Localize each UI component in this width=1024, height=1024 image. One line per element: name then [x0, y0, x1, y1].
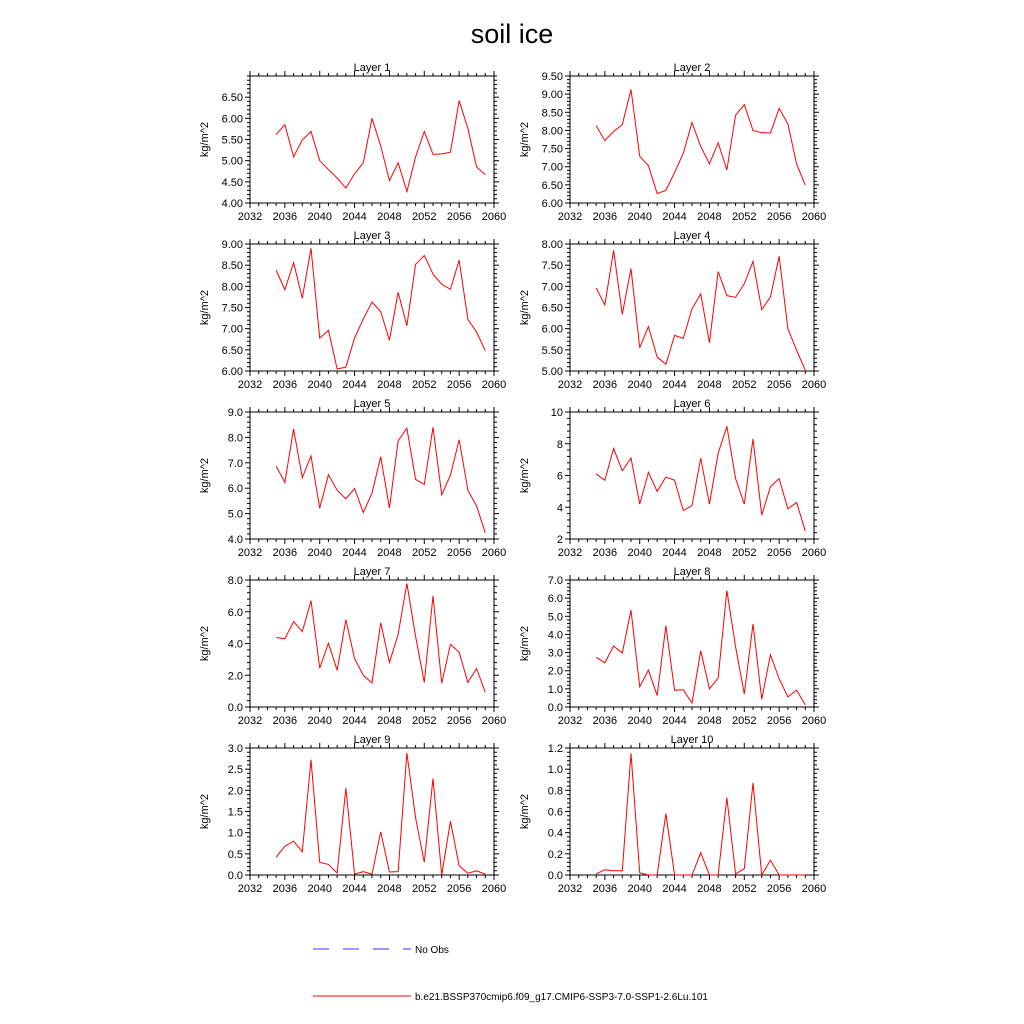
y-tick-label: 2 — [556, 534, 563, 546]
y-tick-label: 8 — [556, 438, 563, 451]
y-tick-label: 2.5 — [227, 764, 243, 777]
x-tick-label: 2032 — [237, 547, 263, 559]
y-axis-label: kg/m^2 — [519, 121, 531, 158]
x-tick-label: 2048 — [377, 211, 402, 223]
x-tick-label: 2044 — [662, 883, 687, 895]
x-tick-label: 2032 — [237, 715, 263, 727]
y-tick-label: 5.00 — [221, 155, 243, 168]
x-tick-label: 2032 — [557, 883, 583, 895]
y-tick-label: 2.0 — [547, 665, 563, 678]
y-tick-label: 8.00 — [221, 281, 243, 294]
x-tick-label: 2060 — [801, 547, 827, 559]
y-tick-label: 4.50 — [221, 176, 243, 189]
y-tick-label: 8.50 — [541, 107, 563, 120]
y-tick-label: 1.0 — [547, 764, 563, 777]
x-tick-label: 2044 — [662, 379, 687, 391]
x-tick-label: 2056 — [446, 211, 472, 223]
x-tick-label: 2056 — [766, 715, 792, 727]
y-tick-label: 5.0 — [547, 611, 563, 624]
x-tick-label: 2060 — [801, 715, 827, 727]
panel-title: Layer 2 — [673, 62, 711, 74]
x-tick-label: 2040 — [627, 547, 652, 559]
panel-title: Layer 9 — [353, 734, 391, 746]
x-tick-label: 2032 — [557, 547, 583, 559]
series-line — [276, 101, 485, 192]
x-tick-label: 2040 — [307, 547, 332, 559]
figure-title: soil ice — [470, 19, 554, 49]
x-tick-label: 2060 — [481, 547, 507, 559]
y-tick-label: 3.0 — [547, 647, 563, 660]
x-tick-label: 2040 — [627, 715, 652, 727]
x-tick-label: 2032 — [557, 715, 583, 727]
y-tick-label: 1.0 — [547, 683, 563, 696]
x-tick-label: 2044 — [342, 211, 367, 223]
y-tick-label: 0.0 — [547, 870, 563, 882]
y-tick-label: 6.0 — [227, 483, 243, 496]
y-tick-label: 0.0 — [547, 702, 563, 714]
x-tick-label: 2056 — [766, 379, 792, 391]
y-tick-label: 9.00 — [541, 89, 563, 102]
x-tick-label: 2052 — [732, 379, 757, 391]
x-tick-label: 2056 — [446, 547, 472, 559]
x-tick-label: 2036 — [272, 547, 298, 559]
x-tick-label: 2036 — [272, 379, 298, 391]
y-tick-label: 9.50 — [541, 71, 563, 83]
x-tick-label: 2056 — [766, 883, 792, 895]
y-tick-label: 0.8 — [547, 785, 563, 798]
y-tick-label: 0.4 — [547, 827, 563, 840]
panel-title: Layer 4 — [673, 230, 711, 242]
y-tick-label: 5.0 — [227, 508, 243, 521]
series-line — [596, 250, 805, 370]
panel-title: Layer 1 — [353, 62, 391, 74]
panel-layer-2 — [519, 62, 826, 223]
panel-title: Layer 5 — [353, 398, 391, 410]
y-tick-label: 6.00 — [541, 323, 563, 336]
y-tick-label: 5.00 — [541, 366, 563, 378]
y-tick-label: 1.5 — [227, 806, 243, 819]
x-tick-label: 2052 — [412, 883, 437, 895]
series-line — [596, 591, 805, 705]
panel-layer-1 — [199, 62, 506, 223]
y-tick-label: 0.2 — [547, 848, 563, 861]
y-tick-label: 5.50 — [541, 344, 563, 357]
x-tick-label: 2048 — [697, 379, 722, 391]
x-tick-label: 2040 — [307, 379, 332, 391]
x-tick-label: 2052 — [732, 547, 757, 559]
x-tick-label: 2056 — [446, 883, 472, 895]
x-tick-label: 2048 — [697, 715, 722, 727]
x-tick-label: 2056 — [446, 715, 472, 727]
y-axis-label: kg/m^2 — [519, 793, 531, 830]
y-tick-label: 1.2 — [547, 743, 563, 755]
y-tick-label: 10 — [550, 407, 563, 419]
x-tick-label: 2040 — [627, 379, 652, 391]
x-tick-label: 2060 — [801, 379, 827, 391]
y-tick-label: 7.00 — [221, 323, 243, 336]
x-tick-label: 2052 — [732, 211, 757, 223]
x-tick-label: 2060 — [481, 715, 507, 727]
y-tick-label: 8.0 — [227, 432, 243, 445]
y-tick-label: 8.00 — [541, 239, 563, 251]
x-tick-label: 2040 — [627, 883, 652, 895]
y-axis-label: kg/m^2 — [199, 793, 211, 830]
y-axis-label: kg/m^2 — [199, 457, 211, 494]
series-line — [596, 426, 805, 531]
panel-layer-4 — [519, 230, 826, 391]
y-tick-label: 0.0 — [227, 870, 243, 882]
x-tick-label: 2056 — [766, 211, 792, 223]
y-axis-label: kg/m^2 — [199, 625, 211, 662]
x-tick-label: 2044 — [662, 715, 687, 727]
series-line — [276, 583, 485, 692]
y-tick-label: 7.00 — [541, 161, 563, 174]
panels — [199, 62, 826, 895]
x-tick-label: 2032 — [237, 211, 263, 223]
legend-label-no-obs: No Obs — [415, 945, 449, 956]
x-tick-label: 2048 — [377, 547, 402, 559]
series-line — [276, 248, 485, 369]
x-tick-label: 2052 — [412, 211, 437, 223]
x-tick-label: 2036 — [592, 211, 618, 223]
x-tick-label: 2044 — [342, 883, 367, 895]
y-tick-label: 4 — [556, 502, 563, 515]
panel-title: Layer 3 — [353, 230, 391, 242]
y-tick-label: 9.0 — [227, 407, 243, 419]
x-tick-label: 2036 — [592, 883, 618, 895]
plot-frame — [250, 76, 494, 203]
plot-frame — [250, 412, 494, 539]
y-tick-label: 6.00 — [541, 198, 563, 210]
x-tick-label: 2060 — [801, 211, 827, 223]
x-tick-label: 2060 — [481, 379, 507, 391]
panel-layer-10 — [519, 734, 826, 895]
x-tick-label: 2036 — [272, 883, 298, 895]
x-tick-label: 2044 — [342, 715, 367, 727]
series-line — [276, 427, 485, 533]
legend — [313, 945, 708, 1003]
x-tick-label: 2052 — [412, 715, 437, 727]
x-tick-label: 2040 — [627, 211, 652, 223]
x-tick-label: 2060 — [481, 211, 507, 223]
y-tick-label: 6.00 — [221, 113, 243, 126]
x-tick-label: 2032 — [237, 883, 263, 895]
panel-layer-9 — [199, 734, 506, 895]
y-tick-label: 0.5 — [227, 848, 243, 861]
x-tick-label: 2032 — [557, 211, 583, 223]
x-tick-label: 2044 — [342, 379, 367, 391]
x-tick-label: 2052 — [732, 883, 757, 895]
x-tick-label: 2056 — [766, 547, 792, 559]
x-tick-label: 2036 — [592, 379, 618, 391]
y-tick-label: 4.00 — [221, 198, 243, 210]
y-tick-label: 7.50 — [541, 143, 563, 156]
series-line — [596, 753, 805, 875]
x-tick-label: 2048 — [697, 883, 722, 895]
y-axis-label: kg/m^2 — [519, 289, 531, 326]
y-tick-label: 6.50 — [541, 302, 563, 315]
series-line — [276, 753, 485, 875]
plot-frame — [570, 580, 814, 707]
panel-title: Layer 7 — [353, 566, 391, 578]
y-tick-label: 6.00 — [221, 366, 243, 378]
y-axis-label: kg/m^2 — [519, 457, 531, 494]
x-tick-label: 2052 — [412, 379, 437, 391]
y-tick-label: 2.0 — [227, 785, 243, 798]
x-tick-label: 2060 — [801, 883, 827, 895]
x-tick-label: 2036 — [592, 715, 618, 727]
y-tick-label: 4.0 — [227, 638, 243, 651]
x-tick-label: 2044 — [342, 547, 367, 559]
x-tick-label: 2052 — [412, 547, 437, 559]
panel-layer-8 — [519, 566, 826, 727]
x-tick-label: 2036 — [272, 211, 298, 223]
y-tick-label: 6.50 — [221, 92, 243, 105]
y-tick-label: 5.50 — [221, 134, 243, 147]
x-tick-label: 2040 — [307, 715, 332, 727]
panel-layer-5 — [199, 398, 506, 559]
panel-title: Layer 6 — [673, 398, 711, 410]
x-tick-label: 2048 — [377, 715, 402, 727]
y-tick-label: 1.0 — [227, 827, 243, 840]
x-tick-label: 2052 — [732, 715, 757, 727]
x-tick-label: 2040 — [307, 883, 332, 895]
y-tick-label: 4.0 — [227, 534, 243, 546]
x-tick-label: 2032 — [237, 379, 263, 391]
y-tick-label: 2.0 — [227, 670, 243, 683]
x-tick-label: 2048 — [697, 547, 722, 559]
y-tick-label: 9.00 — [221, 239, 243, 251]
x-tick-label: 2044 — [662, 547, 687, 559]
x-tick-label: 2048 — [697, 211, 722, 223]
x-tick-label: 2040 — [307, 211, 332, 223]
series-line — [596, 89, 805, 193]
x-tick-label: 2060 — [481, 883, 507, 895]
y-tick-label: 7.0 — [547, 575, 563, 587]
y-tick-label: 8.50 — [221, 260, 243, 273]
x-tick-label: 2036 — [592, 547, 618, 559]
y-tick-label: 6.50 — [221, 344, 243, 357]
y-tick-label: 7.50 — [541, 260, 563, 273]
x-tick-label: 2036 — [272, 715, 298, 727]
y-tick-label: 8.00 — [541, 125, 563, 138]
y-tick-label: 6.0 — [547, 593, 563, 606]
y-tick-label: 6.50 — [541, 179, 563, 192]
y-axis-label: kg/m^2 — [199, 289, 211, 326]
y-tick-label: 0.6 — [547, 806, 563, 819]
y-tick-label: 3.0 — [227, 743, 243, 755]
panel-layer-7 — [199, 566, 506, 727]
y-axis-label: kg/m^2 — [519, 625, 531, 662]
x-tick-label: 2048 — [377, 883, 402, 895]
plot-frame — [250, 580, 494, 707]
y-tick-label: 0.0 — [227, 702, 243, 714]
plot-frame — [570, 76, 814, 203]
plot-frame — [250, 244, 494, 371]
y-tick-label: 6 — [556, 470, 563, 483]
x-tick-label: 2044 — [662, 211, 687, 223]
panel-layer-6 — [519, 398, 826, 559]
y-axis-label: kg/m^2 — [199, 121, 211, 158]
x-tick-label: 2048 — [377, 379, 402, 391]
panel-layer-3 — [199, 230, 506, 391]
panel-title: Layer 10 — [670, 734, 714, 746]
x-tick-label: 2056 — [446, 379, 472, 391]
panel-title: Layer 8 — [673, 566, 711, 578]
legend-label-model: b.e21.BSSP370cmip6.f09_g17.CMIP6-SSP3-7.0-SSP1-2.6Lu.101 — [415, 992, 708, 1003]
plot-frame — [570, 748, 814, 875]
y-tick-label: 6.0 — [227, 606, 243, 619]
y-tick-label: 4.0 — [547, 629, 563, 642]
x-tick-label: 2032 — [557, 379, 583, 391]
y-tick-label: 7.0 — [227, 457, 243, 470]
y-tick-label: 8.0 — [227, 575, 243, 587]
y-tick-label: 7.00 — [541, 281, 563, 294]
y-tick-label: 7.50 — [221, 302, 243, 315]
